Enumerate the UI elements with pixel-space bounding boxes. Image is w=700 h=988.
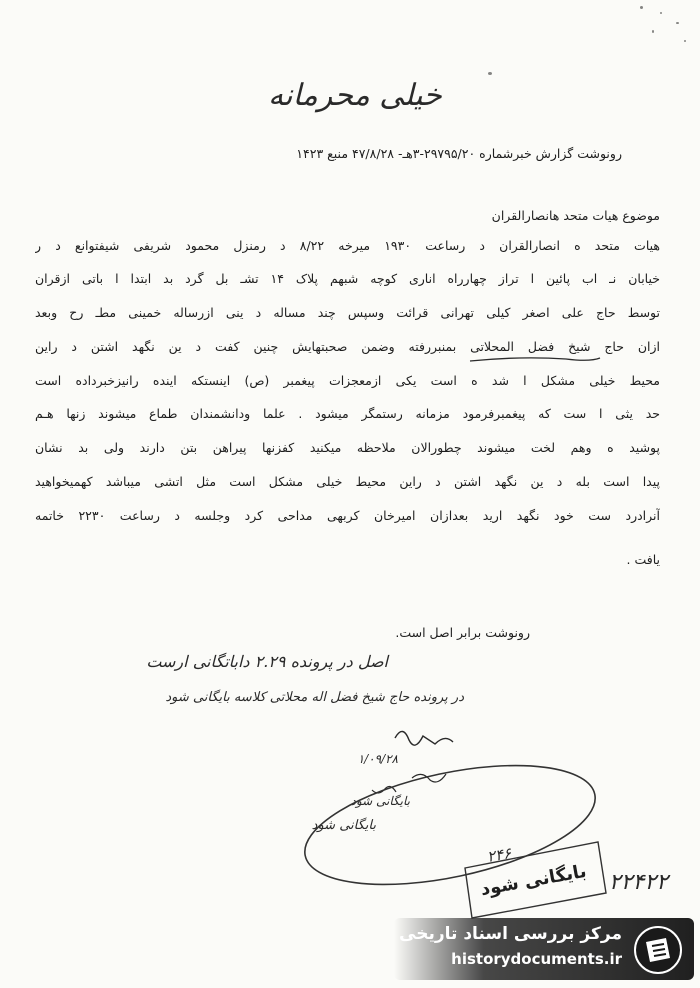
body-line: پوشید ه وهم لخت میشوند چطورالان ملاحظه میکنید کفزنها پیراهن بتن دارند ولی بد نشان <box>35 440 660 455</box>
body-line: خیابان نـ اب پائین ا تراز چهارراه اناری کوچه شبهم پلاک ۱۴ تشـ بل گرد بد ابتدا ا باتی ازقران <box>35 271 660 286</box>
initial-mark: بایگانی شود <box>311 818 376 833</box>
body-line: هیات متحد ه انصارالقران د رساعت ۱۹۳۰ میرخه ۸/۲۲ د رمنزل محمود شریفی شیفتوانع د ر <box>35 238 660 253</box>
stamp-number: ۲۴۶ <box>485 844 513 866</box>
archive-logo-icon <box>632 924 684 976</box>
watermark <box>394 918 694 980</box>
watermark-title: مرکز بررسی اسناد تاریخی <box>399 924 622 944</box>
handwritten-note: در پرونده حاج شیخ فضل اله محلاتی کلاسه بایگانی شود <box>165 690 464 705</box>
initial-mark: بایگانی شود <box>350 794 410 808</box>
body-line: توسط حاج علی اصغر کیلی تهرانی قرائت وسپس چند مساله د ینی ازرساله خمینی مطـ رح وبعد <box>35 305 660 320</box>
subject-line: موضوع هیات متحد هانصارالقران <box>491 208 660 223</box>
body-line: پیدا است بله د ین نگهد اشتن د راین محیط خیلی مشکل است مثل اتشی میباشد کهمیخواهید <box>35 474 660 489</box>
watermark-url: historydocuments.ir <box>451 950 622 968</box>
page-code: ۲۲۴۲۲ <box>608 870 668 895</box>
stamp-text: بایگانی شود <box>478 860 588 901</box>
body-line: آنرادرد ست خود نگهد ارید بعدازان امیرخان کربهی مداحی کرد وجلسه د رساعت ۲۲۳۰ خاتمه <box>35 508 660 523</box>
handwritten-note: اصل در پرونده ۲.۲۹ داباتگانی ارست <box>146 652 388 671</box>
closing-line: رونوشت برابر اصل است. <box>395 625 530 640</box>
classification-header: خیلی محرمانه <box>268 78 442 113</box>
body-line: ازان حاج شیخ فضل المحلاتی بمنبررفته وضمن صحبتهایش چنین کفت د ین نگهد اشتن د راین <box>35 339 660 354</box>
initial-mark: ۱/۰۹/۲۸ <box>357 752 398 766</box>
body-line: محیط خیلی مشکل ا شد ه است یکی ازمعجزات پیغمبر (ص) اینستکه اینده رانیزخبرداده است <box>35 373 660 388</box>
body-line: حد یثی ا ست که پیغمبرفرمود مزمانه رستمگر میشود . علما ودانشمندان طماع میشوند زنها هـم <box>35 406 660 421</box>
body-line: یافت . <box>626 552 660 567</box>
report-reference: رونوشت گزارش خبرشماره ۲۹۷۹۵/۲۰-۳هـ- ۴۷/۸/۲۸ منبع ۱۴۲۳ <box>296 146 622 161</box>
